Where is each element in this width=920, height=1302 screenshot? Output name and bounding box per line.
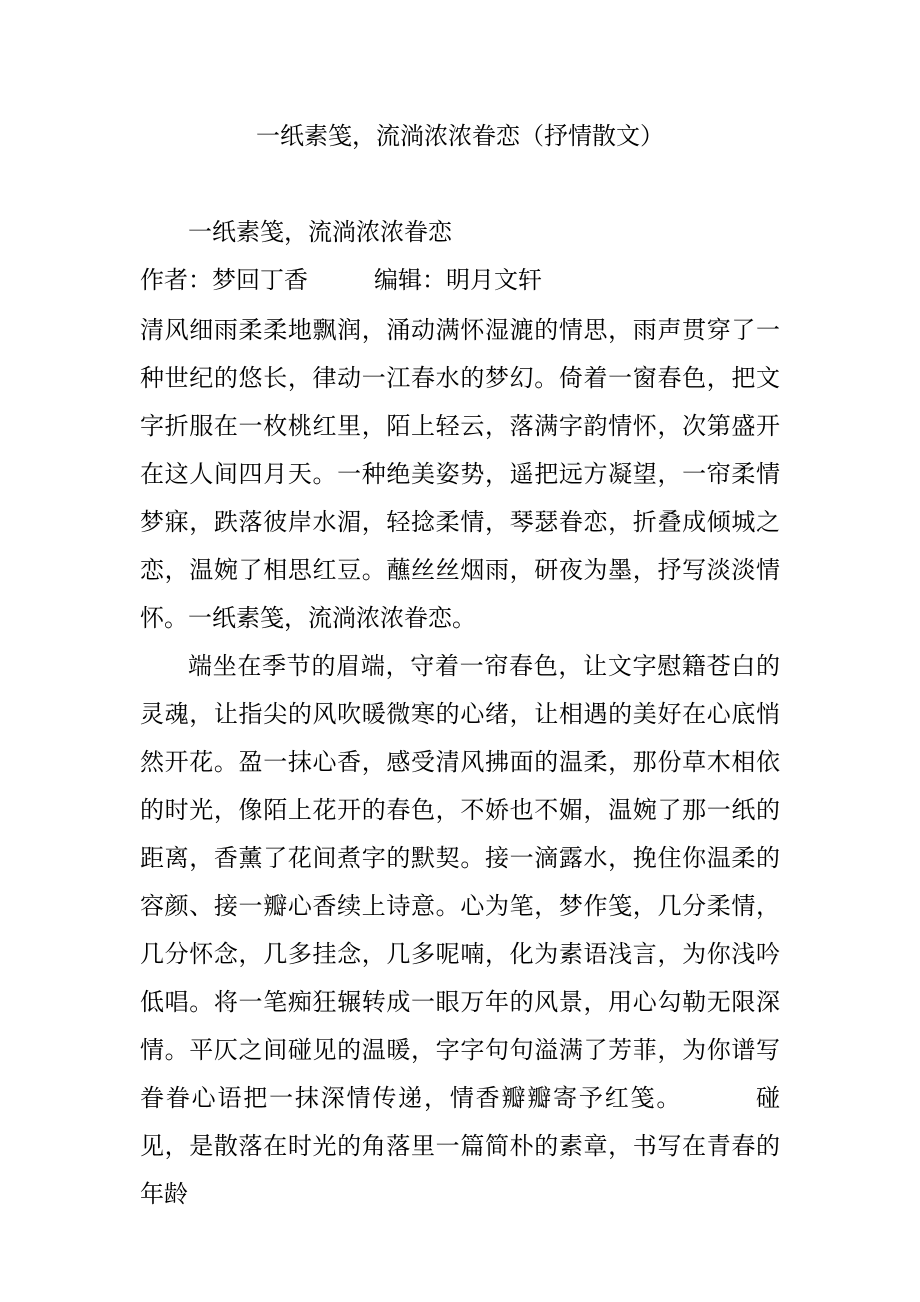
document-title: 一纸素笺，流淌浓浓眷恋（抒情散文） <box>256 122 664 150</box>
editor-line: 编辑：明月文轩 <box>374 266 542 294</box>
paragraph-2-text: 端坐在季节的眉端，守着一帘春色，让文字慰籍苍白的灵魂，让指尖的风吹暖微寒的心绪，让相遇的美好在心底悄然开花。盈一抹心香，感受清风拂面的温柔，那份草木相依的时光，像陌上花开的春色，不娇也不媚，温婉了那一纸的距离，香薰了花间煮字的默契。接一滴露水，挽住你温柔的容颜、接一瓣心香续上诗意。心为笔，梦作笺，几分柔情，几分怀念，几多挂念，几多呢喃，化为素语浅言，为你浅吟低唱。将一笔痴狂辗转成一眼万年的风景，用心勾勒无限深情。平仄之间碰见的温暖，字字句句溢满了芳菲，为你谱写眷眷心语把一抹深情传递，情香瓣瓣寄予红笺。 <box>140 652 780 1112</box>
byline <box>140 262 542 298</box>
document-subtitle: 一纸素笺，流淌浓浓眷恋 <box>188 218 452 246</box>
author-line: 作者：梦回丁香 <box>140 266 308 294</box>
paragraph-3-text: 碰见，是散落在时光的角落里一篇简朴的素章，书写在青春的年龄 <box>140 1084 781 1208</box>
paragraph-1: 清风细雨柔柔地飘润，涌动满怀湿漉的情思，雨声贯穿了一种世纪的悠长，律动一江春水的梦幻。倚着一窗春色，把文字折服在一枚桃红里，陌上轻云，落满字韵情怀，次第盛开在这人间四月天。一种绝美姿势，遥把远方凝望，一帘柔情梦寐，跌落彼岸水湄，轻捻柔情，琴瑟眷恋，折叠成倾城之恋，温婉了相思红豆。蘸丝丝烟雨，研夜为墨，抒写淡淡情怀。一纸素笺，流淌浓浓眷恋。 <box>140 316 780 632</box>
paragraph-2 <box>140 642 780 1218</box>
